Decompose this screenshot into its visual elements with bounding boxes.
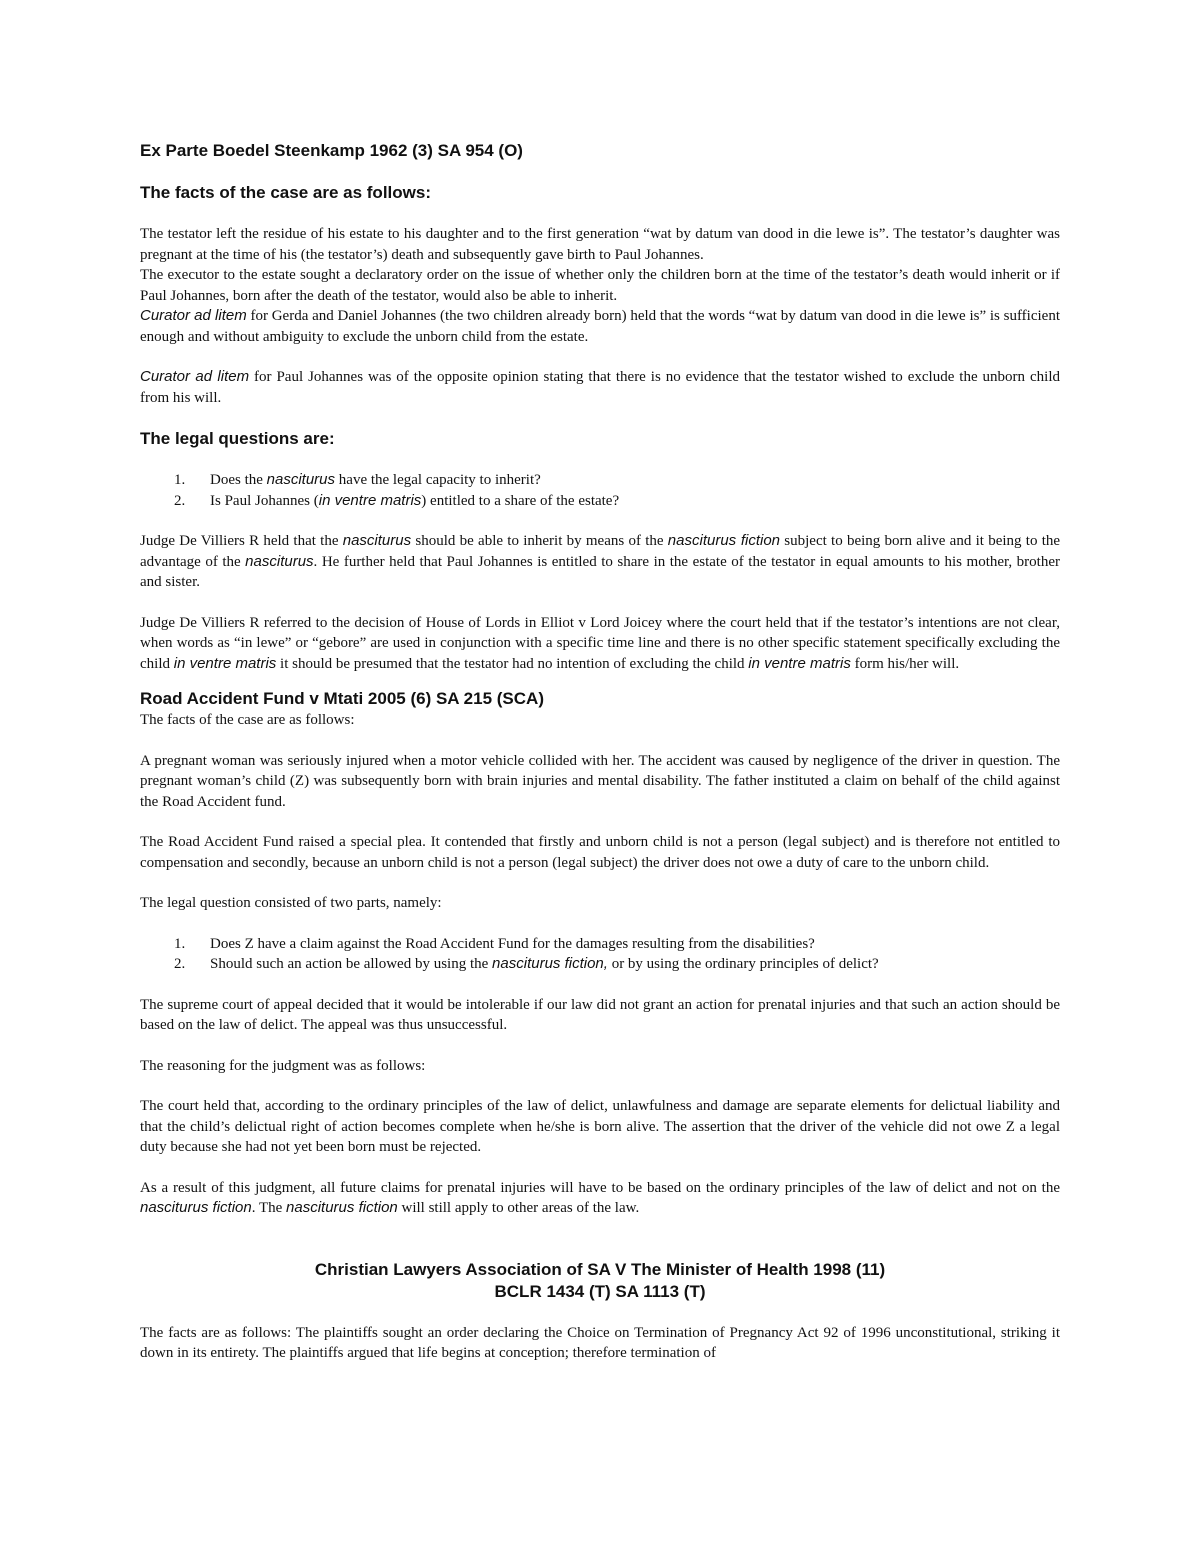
text-run: Does the: [210, 472, 267, 488]
text-run: . The: [251, 1200, 287, 1216]
text-run: have the legal capacity to inherit?: [335, 472, 541, 488]
text-run: Should such an action be allowed by using the: [210, 956, 493, 972]
case2-title: Road Accident Fund v Mtati 2005 (6) SA 215 (SCA): [140, 689, 544, 708]
text-run: form his/her will.: [850, 655, 960, 672]
case2-paragraph-2: The Road Accident Fund raised a special plea. It contended that firstly and unborn child is not a person (legal subject) and is therefore not entitled to compensation and secondly, because an unborn child is not a person (legal subject) the driver does not owe a duty of care to the unborn child.: [140, 834, 1060, 871]
case1-paragraph-4: [140, 367, 1060, 408]
list-item: [140, 934, 1060, 955]
text-run: Judge De Villiers R held that the: [140, 533, 343, 549]
text-run: will still apply to other areas of the law.: [397, 1200, 640, 1216]
text-run: subject to being born alive and it being to the advantage of the: [140, 533, 1061, 570]
case3-title-line-1: Christian Lawyers Association of SA V The Minister of Health 1998 (11): [314, 1259, 886, 1279]
list-number: 2.: [174, 492, 186, 509]
emphasis: nasciturus fiction,: [492, 955, 608, 972]
text-run: Does Z have a claim against the Road Accident Fund for the damages resulting from the disabilities?: [210, 935, 815, 952]
list-number: 1.: [174, 935, 186, 952]
case1-title: Ex Parte Boedel Steenkamp 1962 (3) SA 954 (O): [140, 141, 523, 160]
text-run: for Gerda and Daniel Johannes (the two children already born) held that the words “wat by datum van dood in die lewe is” is sufficient enough and without ambiguity to exclude the unborn child from the estate.: [140, 308, 1060, 345]
case2-paragraph-3: The legal question consisted of two parts, namely:: [140, 895, 442, 911]
case1-facts-heading: The facts of the case are as follows:: [140, 183, 431, 202]
case1-questions-heading: The legal questions are:: [140, 429, 335, 448]
list-number: 2.: [174, 956, 186, 972]
emphasis: nasciturus fiction: [286, 1199, 398, 1216]
text-run: Judge De Villiers R referred to the decision of House of Lords in Elliot v Lord Joicey where the court held that if the testator’s intentions are not clear, when words as “in lewe” or “gebore” are used in conjunction with a specific time line and there is no other specific statement specifically excluding the child: [140, 614, 1060, 672]
text-run: for Paul Johannes was of the opposite opinion stating that there is no evidence that the testator wished to exclude the unborn child from his will.: [140, 369, 1060, 406]
emphasis: nasciturus fiction: [140, 1199, 252, 1216]
emphasis: in ventre matris: [318, 491, 422, 509]
case1-paragraph-5: [140, 531, 1060, 593]
case1-paragraph-2: The executor to the estate sought a declaratory order on the issue of whether only the children born at the time of the testator’s death would inherit or if Paul Johannes, born after the death of the testator, would also be able to inherit.: [140, 267, 1060, 304]
case2-paragraph-5: The reasoning for the judgment was as follows:: [140, 1057, 426, 1074]
document-page: [140, 140, 1060, 1364]
emphasis: nasciturus: [266, 471, 336, 488]
emphasis: nasciturus: [342, 532, 412, 549]
emphasis: in ventre matris: [748, 654, 851, 672]
emphasis: nasciturus fiction: [667, 532, 781, 549]
text-run: ) entitled to a share of the estate?: [421, 492, 620, 509]
case3-title-line-2: BCLR 1434 (T) SA 1113 (T): [494, 1281, 706, 1301]
case2-question-list: [140, 934, 1060, 975]
text-run: should be able to inherit by means of the: [411, 533, 668, 549]
list-item: [140, 470, 1060, 491]
case1-paragraph-3: [140, 306, 1060, 347]
case2-facts-line: The facts of the case are as follows:: [140, 712, 355, 728]
text-run: it should be presumed that the testator had no intention of excluding the child: [276, 655, 749, 672]
emphasis: nasciturus: [245, 552, 314, 570]
text-run: . He further held that Paul Johannes is entitled to share in the estate of the testator in equal amounts to his mother, brother and sister.: [140, 553, 1060, 590]
case1-paragraph-1: The testator left the residue of his estate to his daughter and to the first generation “wat by datum van dood in die lewe is”. The testator’s daughter was pregnant at the time of his (the testator’s) death and subsequently gave birth to Paul Johannes.: [140, 226, 1060, 263]
emphasis: in ventre matris: [173, 654, 277, 672]
text-run: Is Paul Johannes (: [210, 492, 319, 509]
text-run: As a result of this judgment, all future claims for prenatal injuries will have to be based on the ordinary principles of the law of delict and not on the: [140, 1179, 1060, 1196]
case2-paragraph-1: A pregnant woman was seriously injured when a motor vehicle collided with her. The accident was caused by negligence of the driver in question. The pregnant woman’s child (Z) was subsequently born with brain injuries and mental disability. The father instituted a claim on behalf of the child against the Road Accident fund.: [140, 752, 1060, 810]
emphasis: Curator ad litem: [140, 368, 250, 385]
list-item: [140, 491, 1060, 512]
emphasis: Curator ad litem: [140, 307, 247, 324]
case1-paragraph-6: [140, 613, 1060, 675]
case3-paragraph-1: The facts are as follows: The plaintiffs sought an order declaring the Choice on Termination of Pregnancy Act 92 of 1996 unconstitutional, striking it down in its entirety. The plaintiffs argued that life begins at conception; therefore termination of: [140, 1324, 1060, 1361]
case1-question-list: [140, 470, 1060, 511]
case2-paragraph-4: The supreme court of appeal decided that it would be intolerable if our law did not grant an action for prenatal injuries and that such an action should be based on the law of delict. The appeal was thus unsuccessful.: [140, 996, 1060, 1033]
list-item: [140, 954, 1060, 975]
case2-paragraph-6: The court held that, according to the ordinary principles of the law of delict, unlawfulness and damage are separate elements for delictual liability and that the child’s delictual right of action becomes complete when he/she is born alive. The assertion that the driver of the vehicle did not owe Z a legal duty because she had not yet been born must be rejected.: [140, 1098, 1060, 1155]
case2-paragraph-7: [140, 1178, 1060, 1219]
list-number: 1.: [174, 472, 186, 488]
text-run: or by using the ordinary principles of delict?: [607, 956, 879, 972]
